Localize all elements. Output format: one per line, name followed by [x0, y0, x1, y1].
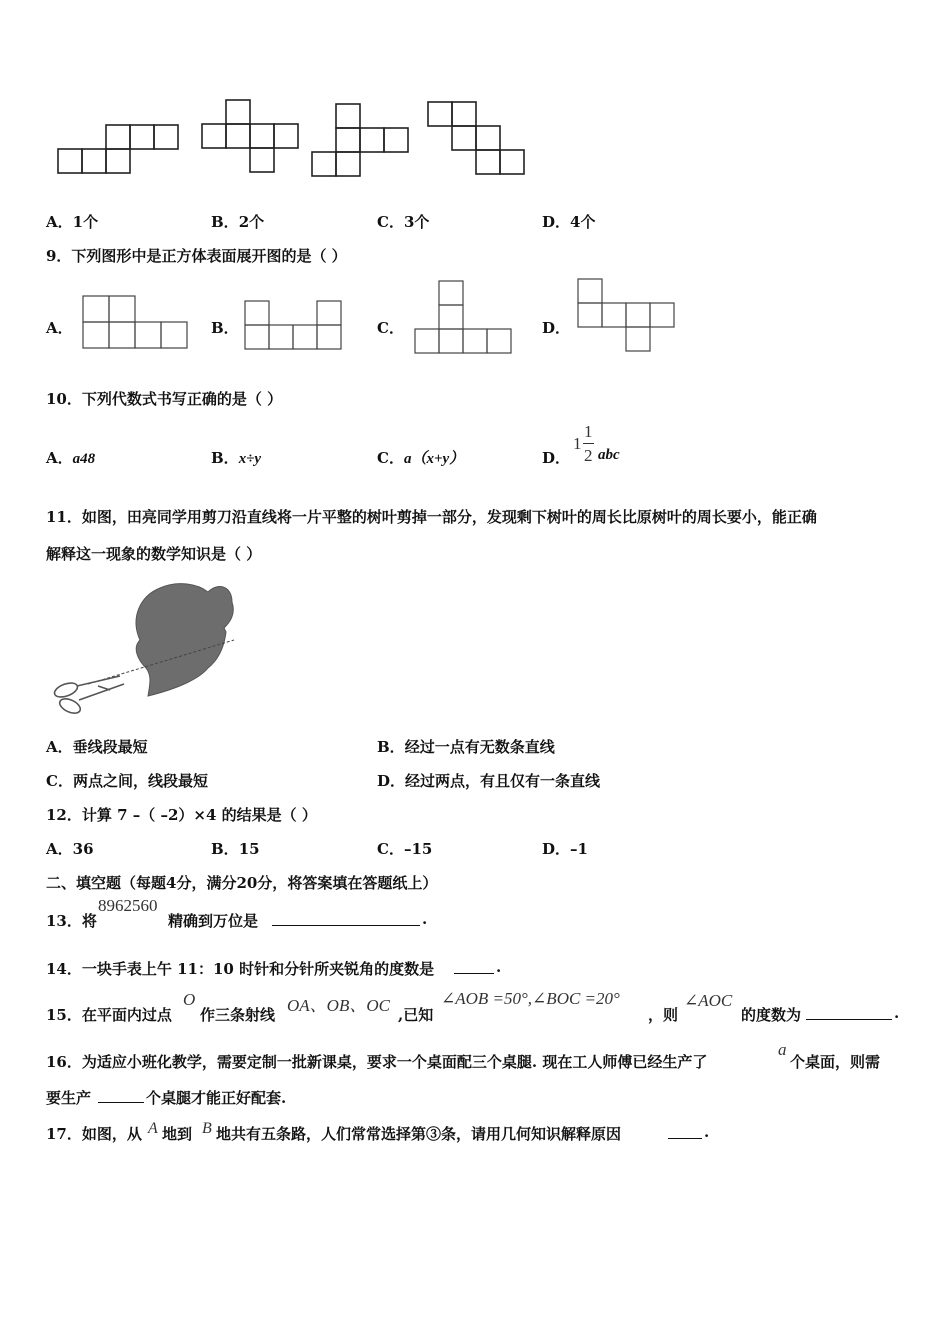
q16-line1-suffix: 个桌面，则需: [790, 1053, 881, 1071]
option-text: a48: [72, 451, 96, 467]
q14-answer-blank[interactable]: [454, 959, 494, 974]
q15-rays: OA、OB、OC: [287, 996, 390, 1015]
q8-option-a: [46, 211, 98, 232]
option-text: –15: [403, 840, 433, 858]
option-text: 4个: [570, 213, 596, 231]
q16-variable: a: [778, 1040, 787, 1059]
option-text: 垂线段最短: [72, 738, 148, 756]
q8-net-2: [200, 98, 304, 176]
q16-answer-blank[interactable]: [98, 1088, 144, 1103]
q12-option-d: [542, 838, 588, 859]
q15-condition: ∠AOB =50°,∠BOC =20°: [441, 989, 620, 1008]
q9-option-a-label: A．: [46, 319, 73, 337]
option-label: D．: [542, 213, 571, 231]
option-text: x÷y: [238, 451, 262, 467]
q11-option-b: [377, 736, 555, 757]
q10-stem: 10．下列代数式书写正确的是（ ）: [46, 390, 283, 408]
q10-option-d-text: abc: [598, 447, 620, 463]
scissors-icon: [53, 676, 124, 716]
leaf-shape: [136, 584, 233, 696]
q11-stem-line1: 11．如图，田亮同学用剪刀沿直线将一片平整的树叶剪掉一部分，发现剩下树叶的周长比原树叶的周长要小，能正确: [46, 508, 817, 526]
q10-mixed-whole: 1: [573, 434, 582, 453]
q17-mid: 地到: [162, 1125, 193, 1143]
q15-point: O: [183, 990, 196, 1009]
option-text: 2个: [238, 213, 265, 231]
q12-option-c: [377, 838, 432, 859]
q10-fraction-bar: [583, 443, 594, 444]
q13-answer-blank[interactable]: [272, 911, 420, 926]
q10-option-c: [377, 447, 464, 468]
leaf-scissors-figure: [48, 578, 238, 718]
q15-suffix: 的度数为: [741, 1006, 802, 1024]
q9-net-b: [244, 300, 344, 352]
q9-net-c: [414, 280, 514, 354]
q9-net-a: [82, 295, 190, 351]
q8-net-4: [426, 100, 530, 180]
q10-fraction-numerator: 1: [584, 422, 593, 441]
q17-point-b: B: [202, 1120, 212, 1137]
q16-line1-prefix: 16．为适应小班化教学，需要定制一批新课桌，要求一个桌面配三个桌腿. 现在工人师傅已经生产了: [46, 1053, 708, 1071]
q15-end: .: [894, 1004, 900, 1022]
q11-stem-line2: 解释这一现象的数学知识是（ ）: [46, 545, 262, 563]
option-label: B．: [211, 840, 239, 858]
q9-option-d-label: D．: [542, 319, 571, 337]
option-text: 1个: [72, 213, 99, 231]
q9-net-d: [577, 278, 677, 354]
option-text: –1: [570, 840, 588, 858]
option-label: D．: [542, 840, 571, 858]
option-label: A．: [46, 449, 73, 467]
section-2-title: 二、填空题（每题4分，满分20分，将答案填在答题纸上）: [46, 874, 438, 892]
option-label: C．: [377, 449, 404, 467]
q10-option-d-label: D．: [542, 449, 571, 467]
option-label: A．: [46, 213, 73, 231]
q17-suffix: 地共有五条路，人们常常选择第③条，请用几何知识解释原因: [216, 1125, 622, 1143]
q11-option-a: [46, 736, 148, 757]
option-text: 两点之间，线段最短: [72, 772, 208, 790]
option-text: 36: [72, 840, 94, 858]
q9-option-b-label: B．: [211, 319, 239, 337]
q9-stem: 9．下列图形中是正方体表面展开图的是（ ）: [46, 247, 347, 265]
q13-end: .: [422, 910, 428, 928]
option-label: B．: [377, 738, 405, 756]
q8-option-d: [542, 211, 595, 232]
q11-option-d: [377, 770, 600, 791]
option-label: B．: [211, 449, 239, 467]
q8-net-3: [310, 102, 414, 180]
option-label: D．: [377, 772, 406, 790]
option-text: a（x+y）: [403, 451, 465, 467]
q8-option-c: [377, 211, 429, 232]
q8-net-1: [56, 122, 184, 176]
q13-suffix: 精确到万位是: [168, 912, 259, 930]
q14-text: 14．一块手表上午 11：10 时针和分针所夹锐角的度数是: [46, 960, 435, 978]
q11-option-c: [46, 770, 208, 791]
q10-option-b: [211, 447, 261, 468]
q10-fraction-denominator: 2: [584, 446, 593, 465]
q17-end: .: [704, 1123, 710, 1141]
q14-end: .: [496, 958, 502, 976]
q12-stem: 12．计算 7 –（ –2）×4 的结果是（ ）: [46, 806, 317, 824]
q12-option-b: [211, 838, 260, 859]
option-label: C．: [377, 840, 404, 858]
q15-answer-blank[interactable]: [806, 1005, 892, 1020]
option-label: B．: [211, 213, 239, 231]
option-text: 经过两点，有且仅有一条直线: [405, 772, 601, 790]
option-label: C．: [46, 772, 73, 790]
q15-known: ,已知: [398, 1006, 434, 1024]
q15-mid: 作三条射线: [200, 1006, 276, 1024]
q16-line2-suffix: 个桌腿才能正好配套.: [146, 1089, 287, 1107]
q16-line2-prefix: 要生产: [46, 1089, 92, 1107]
q8-option-b: [211, 211, 264, 232]
q17-prefix: 17．如图，从: [46, 1125, 142, 1143]
q10-option-a: [46, 447, 95, 468]
q15-target: ∠AOC: [684, 991, 733, 1010]
q15-comma: ，则: [648, 1006, 679, 1024]
q13-prefix: 13．将: [46, 912, 97, 930]
option-text: 经过一点有无数条直线: [404, 738, 555, 756]
q13-number: 8962560: [98, 896, 158, 915]
option-label: A．: [46, 738, 73, 756]
option-text: 3个: [403, 213, 430, 231]
option-text: 15: [238, 840, 260, 858]
q15-prefix: 15．在平面内过点: [46, 1006, 172, 1024]
option-label: C．: [377, 213, 404, 231]
option-label: A．: [46, 840, 73, 858]
q12-option-a: [46, 838, 94, 859]
q17-point-a: A: [148, 1120, 158, 1137]
q17-answer-blank[interactable]: [668, 1124, 702, 1139]
q9-option-c-label: C．: [377, 319, 404, 337]
